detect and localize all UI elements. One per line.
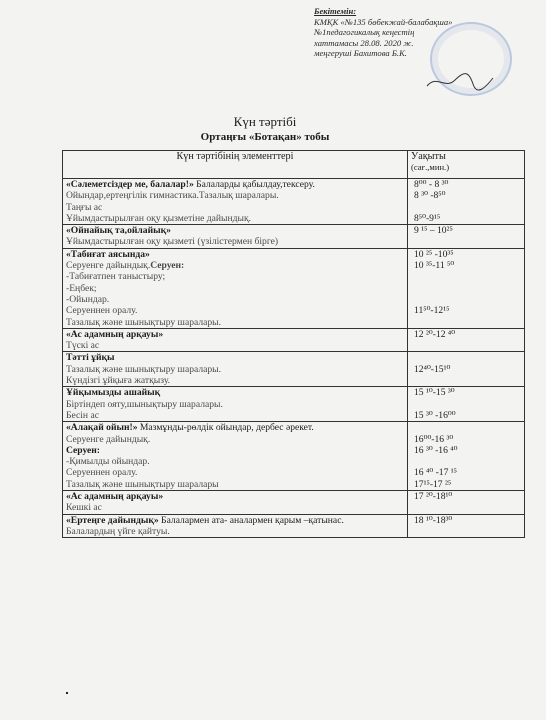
time-cell [408, 179, 525, 225]
activity-text: Ұйымдастырылған оқу қызметіне дайындық. [66, 212, 252, 224]
table-row [63, 248, 525, 328]
activity-cell [63, 248, 408, 328]
activity-cell [63, 328, 408, 352]
activity-line [66, 434, 404, 445]
activity-heading: «Табиғат аясында» [66, 248, 150, 260]
time-cell [408, 225, 525, 249]
activity-text: Таңғы ас [66, 201, 103, 213]
activity-line [66, 249, 404, 260]
activity-heading: Ұйқымызды ашайық [66, 387, 161, 399]
activity-line [66, 467, 404, 478]
time-spacer [414, 456, 521, 467]
activity-text: Серуеннен оралу. [66, 305, 138, 317]
approval-line: КМҚК «№135 бөбекжай-балабақша» [314, 16, 453, 27]
activity-text: Ойындар,ертеңгілік гимнастика.Тазалық шаралары. [66, 190, 279, 202]
time-value: 15 ³⁰ -16⁰⁰ [414, 409, 456, 421]
activity-cell [63, 514, 408, 538]
activity-line [66, 317, 404, 328]
activity-text: Тазалық және шынықтыру шаралары. [66, 363, 222, 375]
activity-text: Бесін ас [66, 409, 99, 421]
activity-line [66, 283, 404, 294]
activity-cell [63, 225, 408, 249]
table-row [63, 422, 525, 491]
time-spacer [414, 271, 521, 282]
activity-line [66, 399, 404, 410]
activity-line [66, 213, 404, 224]
time-cell [408, 422, 525, 491]
activity-line [66, 305, 404, 316]
approval-line: хаттамасы 28.08. 2020 ж. [314, 37, 414, 48]
activity-text: -Қимылды ойындар. [66, 456, 150, 468]
time-cell [408, 514, 525, 538]
activity-line [66, 179, 404, 190]
activity-line [66, 340, 404, 351]
activity-heading: «Ойнайық та,ойлайық» [66, 225, 171, 237]
time-value: 12⁴⁰-15¹⁰ [414, 363, 451, 375]
time-value: 8 ³⁰ -8⁵⁰ [414, 190, 446, 202]
activity-heading: Серуен: [150, 260, 185, 272]
activity-line [66, 387, 404, 398]
time-value: 17 ²⁰-18¹⁰ [414, 491, 453, 503]
activity-cell [63, 352, 408, 387]
activity-line [66, 271, 404, 282]
activity-text: Мазмұнды-рөлдік ойындар, дербес әрекет. [137, 422, 314, 434]
time-value: 10 ³⁵-11 ⁵⁰ [414, 260, 455, 272]
approval-line: меңгеруші Бахитова Б.К. [314, 48, 407, 59]
activity-line [66, 479, 404, 490]
title-block [150, 114, 380, 144]
table-row [63, 387, 525, 422]
time-spacer [414, 294, 521, 305]
header-time-label: Уақыты [411, 151, 446, 162]
approval-line: Бекітемін: [314, 6, 357, 16]
activity-cell [63, 179, 408, 225]
table-row [63, 179, 525, 225]
page-mark [66, 692, 68, 694]
activity-line [66, 364, 404, 375]
activity-text: Серуенге дайындық. [66, 433, 151, 445]
time-value: 10 ²⁵ -10³⁵ [414, 248, 454, 260]
activity-line [66, 422, 404, 433]
header-elements: Күн тәртібінің элементтері [63, 151, 408, 179]
table-row [63, 514, 525, 538]
activity-heading: Серуен: [66, 444, 100, 456]
time-cell [408, 352, 525, 387]
time-cell [408, 387, 525, 422]
activity-text: Серуеннен оралу. [66, 467, 138, 479]
time-value: 12 ²⁰-12 ⁴⁰ [414, 328, 456, 340]
activity-heading: Тәтті ұйқы [66, 352, 115, 364]
activity-cell [63, 422, 408, 491]
activity-line [66, 502, 404, 513]
activity-line [66, 225, 404, 236]
activity-line [66, 445, 404, 456]
activity-text: -Еңбек; [66, 282, 97, 294]
time-value: 8⁰⁰ - 8 ³⁰ [414, 179, 449, 190]
header-time [408, 151, 525, 179]
activity-text: Біртіндеп ояту,шынықтыру шаралары. [66, 398, 223, 410]
signature [425, 70, 495, 92]
time-cell [408, 248, 525, 328]
table-header-row [63, 151, 525, 179]
time-spacer [414, 422, 521, 433]
activity-line [66, 202, 404, 213]
time-spacer [414, 352, 521, 363]
activity-text: Тазалық және шынықтыру шаралары [66, 478, 219, 490]
activity-line [66, 294, 404, 305]
activity-line [66, 329, 404, 340]
activity-text: Тазалық және шынықтыру шаралары. [66, 316, 222, 328]
page-subtitle: Ортаңғы «Ботақан» тобы [200, 131, 330, 143]
activity-line [66, 236, 404, 247]
activity-text: -Ойындар. [66, 293, 110, 305]
activity-heading: «Алақай ойын!» [66, 422, 138, 434]
activity-text: Түскі ас [66, 340, 100, 352]
activity-line [66, 491, 404, 502]
table-row [63, 352, 525, 387]
time-value: 11⁵⁰-12¹⁵ [414, 305, 450, 317]
activity-text: Серуенге дайындық. [66, 260, 151, 272]
header-time-unit: (сағ.,мин.) [411, 162, 450, 173]
schedule-table [62, 150, 525, 538]
activity-text: Күндізгі ұйқыға жатқызу. [66, 375, 171, 387]
activity-heading: «Сәлеметсіздер ме, балалар!» [66, 179, 194, 190]
activity-text: Балаларды қабылдау,тексеру. [193, 179, 315, 190]
time-value: 18 ¹⁰-18³⁰ [414, 514, 453, 526]
time-value: 17¹⁵-17 ²⁵ [414, 478, 452, 490]
time-value: 16⁰⁰-16 ³⁰ [414, 433, 454, 445]
schedule-body [63, 179, 525, 538]
activity-text: -Табиғатпен таныстыру; [66, 271, 166, 283]
activity-cell [63, 491, 408, 515]
activity-line [66, 456, 404, 467]
time-spacer [414, 202, 521, 213]
activity-text: Балалардың үйге қайтуы. [66, 525, 170, 537]
activity-text: Ұйымдастырылған оқу қызметі (үзілістермен бірге) [66, 236, 279, 248]
activity-heading: «Ертеңге дайындық» [66, 514, 159, 526]
time-value: 9 ¹⁵ – 10²⁵ [414, 225, 453, 237]
time-value: 16 ³⁰ -16 ⁴⁰ [414, 444, 458, 456]
activity-line [66, 515, 404, 526]
time-value: 15 ¹⁰-15 ³⁰ [414, 387, 455, 399]
table-row [63, 225, 525, 249]
time-value: 16 ⁴⁰ -17 ¹⁵ [414, 467, 457, 479]
table-row [63, 328, 525, 352]
activity-heading: «Ас адамның арқауы» [66, 328, 164, 340]
table-row [63, 491, 525, 515]
activity-cell [63, 387, 408, 422]
activity-line [66, 375, 404, 386]
activity-line [66, 260, 404, 271]
activity-line [66, 410, 404, 421]
activity-heading: «Ас адамның арқауы» [66, 491, 164, 503]
time-cell [408, 328, 525, 352]
page-title: Күн тәртібі [233, 114, 297, 129]
activity-line [66, 526, 404, 537]
activity-text: Балалармен ата- аналармен қарым –қатынас. [158, 514, 344, 526]
activity-text: Кешкі ас [66, 502, 102, 514]
time-spacer [414, 283, 521, 294]
time-cell [408, 491, 525, 515]
approval-line: №1педагогикалық кеңестің [314, 27, 415, 38]
activity-line [66, 190, 404, 201]
activity-line [66, 352, 404, 363]
time-spacer [414, 399, 521, 410]
time-value: 8⁵⁰-9¹⁵ [414, 212, 441, 224]
